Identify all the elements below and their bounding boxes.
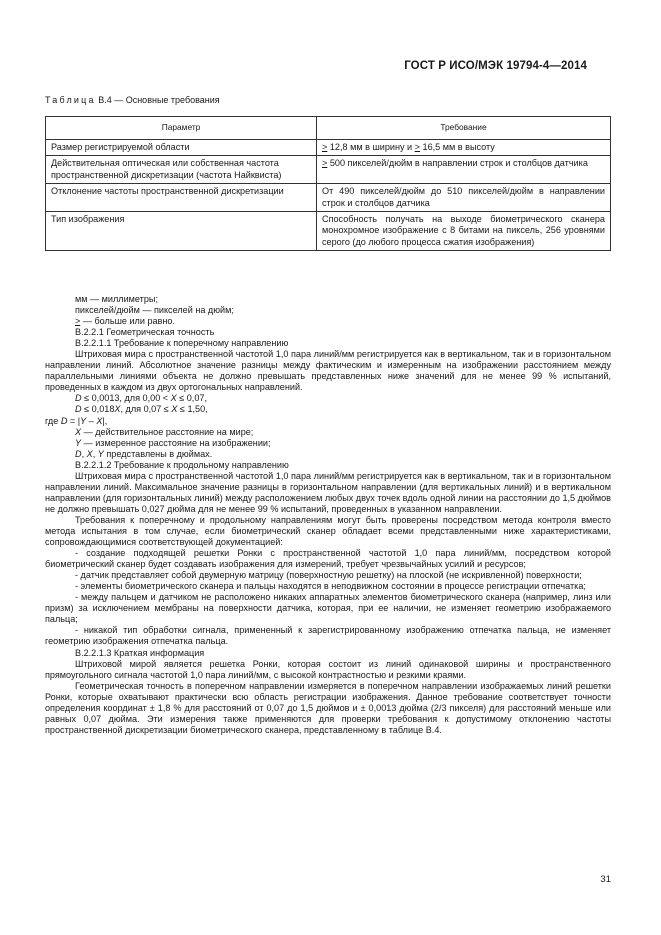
paragraph: Штриховая мира с пространственной частотой 1,0 пара линий/мм регистрируется как в вертикальном, так и в горизонтальном направлении линий. Максимальное значение разницы в горизонтальном направлении (для вертикальных линий) и в вертикальном направлении (для горизонтальных линий) между расположением любых двух точек вдоль одной линии на расстоянии до 1,5 дюймов не должно превышать 0,027 дюйма для не менее 99 % испытаний, проведенных в указанном направлении.	[45, 470, 611, 514]
table-row	[46, 140, 611, 156]
table-cell-requirement: Способность получать на выходе биометрического сканера монохромное изображение с 8 битами на пиксель, 256 уровнями серого (до любого процесса сжатия изображения)	[317, 212, 611, 251]
requirement-text: 12,8 мм в ширину и	[327, 142, 415, 152]
table-caption	[45, 95, 220, 105]
document-header: ГОСТ Р ИСО/МЭК 19794-4—2014	[404, 60, 587, 72]
section-heading: В.2.2.1.3 Краткая информация	[75, 647, 205, 658]
formula-line: D ≤ 0,018X, для 0,07 ≤ X ≤ 1,50,	[75, 404, 208, 415]
table-caption-prefix: Таблица	[45, 95, 96, 105]
section-heading: В.2.2.1.1 Требование к поперечному направлению	[75, 338, 289, 349]
abbreviation-line: мм — миллиметры;	[75, 294, 158, 304]
requirements-table	[45, 116, 611, 251]
table-cell-requirement: От 490 пикселей/дюйм до 510 пикселей/дюйм в направлении строк и столбцов датчика	[317, 184, 611, 212]
table-cell-parameter: Отклонение частоты пространственной дискретизации	[46, 184, 317, 212]
paragraph: Требования к поперечному и продольному направлениям могут быть проверены посредством метода контроля вместо метода испытания в том случае, если биометрический сканер обладает всеми представленными ниже характеристиками, сопровождающимися соответствующей документацией:	[45, 514, 611, 548]
list-item: - между пальцем и датчиком не расположено никаких аппаратных элементов биометрического сканера (например, линз или призм) за исключением мембраны на поверхности датчика, которая, при ее наличии, не изменяет геометрию изображаемого пальца;	[45, 592, 611, 625]
table-header-row	[46, 117, 611, 140]
table-cell-requirement	[317, 156, 611, 184]
table-caption-text: В.4 — Основные требования	[95, 95, 220, 105]
paragraph: Штриховая мира с пространственной частотой 1,0 пара линий/мм регистрируется как в вертикальном, так и в горизонтальном направлении линий. Абсолютное значение разницы между фактическим и измеренным на изображении расстоянием между параллельными линиями объекта не должно превышать представленных ниже значений для не менее 99 % испытаний, проведенных в каждом из двух ортогональных направлений.	[45, 349, 611, 393]
abbreviation-line: пикселей/дюйм — пикселей на дюйм;	[75, 305, 234, 316]
paragraph: Штриховой мирой является решетка Ронки, которая состоит из линий одинаковой ширины и пространственного прямоугольного сигнала частотой 1,0 пара линий/мм, с высокой контрастностью и резкими краями.	[45, 658, 611, 680]
ge-symbol: >	[322, 158, 328, 169]
paragraph: Геометрическая точность в поперечном направлении измеряется в поперечном направлении изображаемых линий решетки Ронки, которые охватывают практически всю область регистрации изображения. Данное требование соответствует точности определения координат ± 1,8 % для расстояний от 0,07 до 1,5 дюймов и ± 0,0013 дюйма (2/3 пикселя) для расстояний меньше или равных 0,07 дюйма. Эти измерения также применяются для проверки требования к допустимому отклонению частоты пространственной дискретизации биометрического сканера, представленному в таблице В.4.	[45, 680, 611, 735]
list-item: - создание подходящей решетки Ронки с пространственной частотой 1,0 пара линий/мм, посредством которой биометрический сканер будет создавать изображения для измерений, требует чрезвычайных усилий и ресурсов;	[45, 548, 611, 570]
requirement-text: 16,5 мм в высоту	[419, 142, 495, 152]
table-row	[46, 156, 611, 184]
formula-line: D, X, Y представлены в дюймах.	[75, 448, 213, 459]
column-header-requirement: Требование	[317, 117, 611, 140]
section-heading: В.2.2.1 Геометрическая точность	[75, 327, 215, 338]
abbreviation-line	[45, 316, 611, 327]
page-number: 31	[600, 874, 611, 885]
list-item: - элементы биометрического сканера и пальцы находятся в неподвижном состоянии в процессе регистрации отпечатка;	[75, 581, 586, 592]
table-cell-parameter: Тип изображения	[46, 212, 317, 251]
table-cell-parameter: Действительная оптическая или собственная частота пространственной дискретизации (частота Найквиста)	[46, 156, 317, 184]
body-text	[45, 294, 611, 736]
ge-symbol: >	[414, 142, 420, 152]
formula-line: D ≤ 0,0013, для 0,00 < X ≤ 0,07,	[75, 393, 207, 404]
section-heading: В.2.2.1.2 Требование к продольному направлению	[75, 459, 289, 470]
abbreviation-text: — больше или равно.	[80, 316, 175, 327]
table-cell-requirement	[317, 140, 611, 156]
formula-line: X — действительное расстояние на мире;	[75, 426, 254, 437]
ge-symbol: >	[322, 142, 328, 152]
requirement-text: 500 пикселей/дюйм в направлении строк и столбцов датчика	[327, 158, 588, 169]
table-row	[46, 212, 611, 251]
formula-line: где D = |Y – X|,	[45, 415, 108, 426]
list-item: - датчик представляет собой двумерную матрицу (поверхностную решетку) на плоской (не искривленной) поверхности;	[75, 570, 582, 581]
table-row	[46, 184, 611, 212]
list-item: - никакой тип обработки сигнала, примененный к зарегистрированному изображению отпечатка пальца, не изменяет геометрию изображения отпечатка пальца.	[45, 625, 611, 647]
table-cell-parameter: Размер регистрируемой области	[46, 140, 317, 156]
ge-symbol: >	[75, 316, 81, 327]
formula-line: Y — измеренное расстояние на изображении;	[75, 437, 271, 448]
column-header-parameter: Параметр	[46, 117, 317, 140]
